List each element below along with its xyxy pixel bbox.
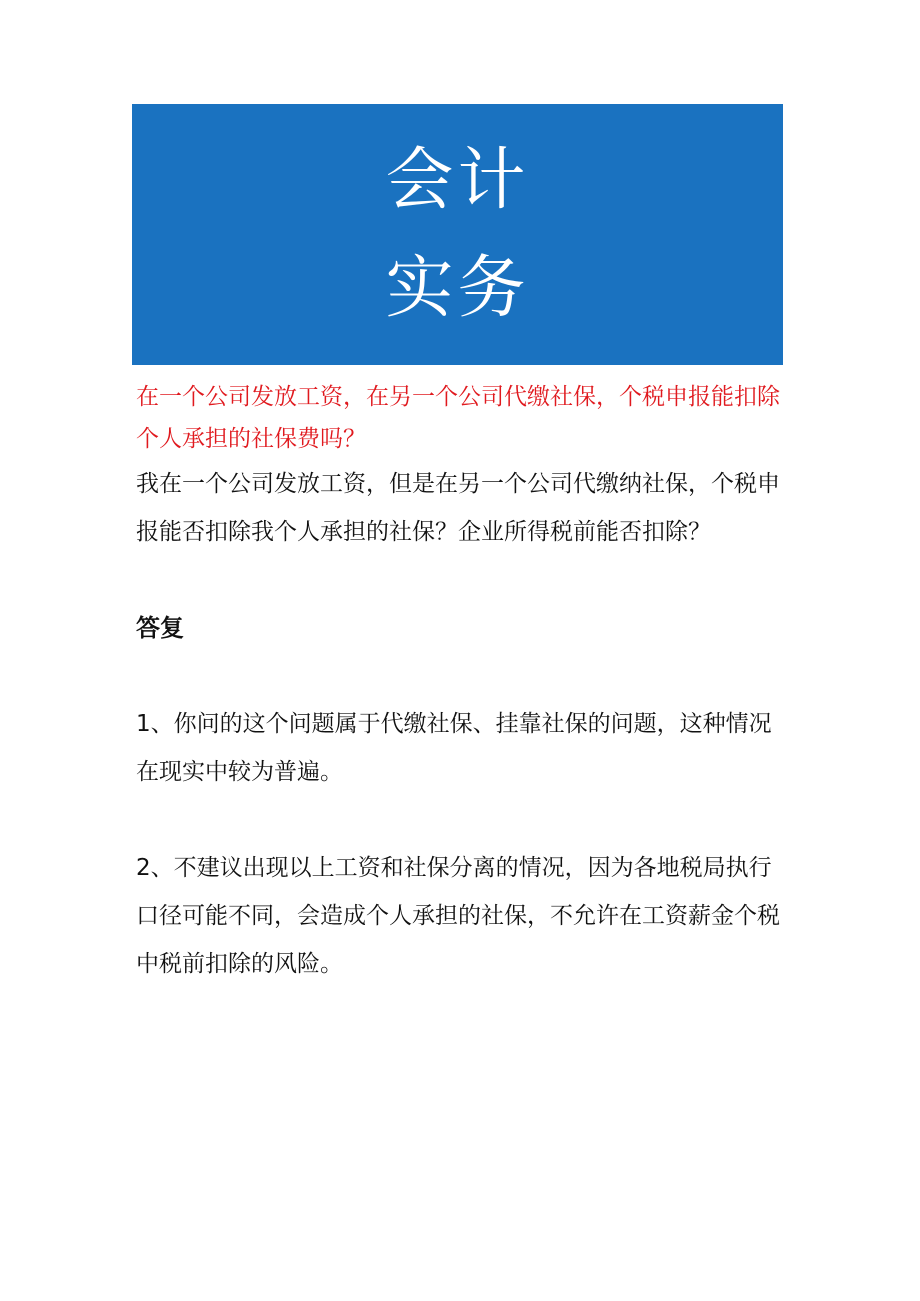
spacer <box>136 556 786 604</box>
banner-title-line-1: 会计 <box>385 140 530 220</box>
answer-point-1: 1、你问的这个问题属于代缴社保、挂靠社保的问题，这种情况在现实中较为普遍。 <box>136 711 772 785</box>
banner-title-line-2: 实务 <box>385 248 530 328</box>
spacer <box>136 652 786 700</box>
answer-point-2: 2、不建议出现以上工资和社保分离的情况，因为各地税局执行口径可能不同，会造成个人承担的社保，不允许在工资薪金个税中税前扣除的风险。 <box>136 855 780 977</box>
question-title: 在一个公司发放工资，在另一个公司代缴社保，个税申报能扣除个人承担的社保费吗？ <box>136 384 780 452</box>
article-content <box>136 376 786 988</box>
answer-heading: 答复 <box>136 614 184 642</box>
spacer <box>136 796 786 844</box>
question-body: 我在一个公司发放工资，但是在另一个公司代缴纳社保，个税申报能否扣除我个人承担的社保？企业所得税前能否扣除？ <box>136 471 780 545</box>
title-banner <box>132 104 783 365</box>
